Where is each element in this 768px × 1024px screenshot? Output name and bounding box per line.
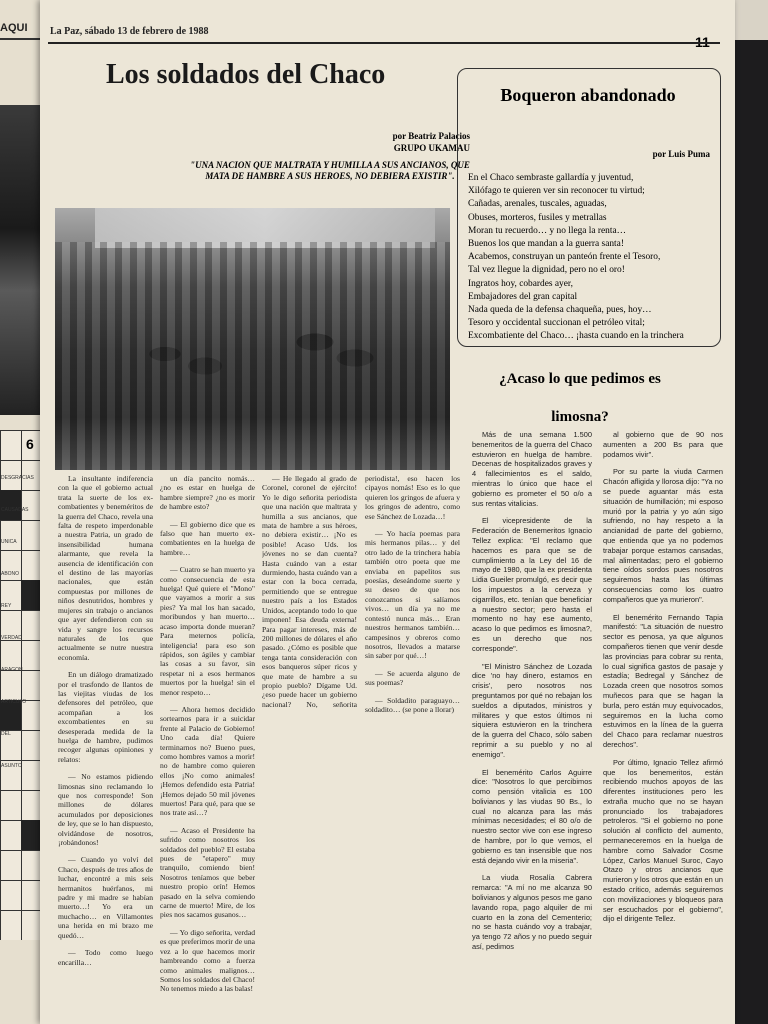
- article-column-1: [58, 474, 153, 1024]
- crossword-word: ABONO: [1, 571, 20, 577]
- poem-title: Boqueron abandonado: [500, 85, 676, 105]
- article-column-2: [160, 474, 255, 1024]
- article-paragraph: — Ahora hemos decidido sortearnos para ir a suicidar frente al Palacio de Gobierno! Uno cada día! Quiere terminarnos no? Bueno pues, como hombres vamos a morir! no de hambre como quieren ellos ¡No como animales! ¡Hemos defendido esta Patria! ¡Hemos dejado 50 mil jóvenes muertos! Para qué, para que se nos trate así…?: [160, 704, 255, 818]
- article-paragraph: Por su parte la viuda Carmen Chacón afligida y llorosa dijo: "Ya no se puede aguantar más esta situación de humillación; mi esposo murió por la patria y yo aún sigo sufriendo, no hay respeto a la ancianidad de parte del gobierno, que entienda que ya no podemos trabajar porque estamos cansadas, mal alimentadas; pero el gobierno tiene oídos sordos pues nosotros seguiremos hasta las últimas consecuencias como los cuatro compañeros que ya murieron".: [603, 467, 723, 604]
- article-pull-quote: "UNA NACION QUE MALTRATA Y HUMILLA A SUS ANCIANOS, QUE MATA DE HAMBRE A SUS HEROES, NO DEBIERA EXISTIR".: [190, 160, 470, 181]
- article-paragraph: — Yo hacía poemas para mis hermanos pilas… y del otro lado de la trinchera había también otro poeta que me enviaba en papelitos sus poesías, deseándome suerte y su deseo de que nos conozcamos si salíamos vivos… un día ya no me contestó nunca más… Eran nuestros hermanos también… campesinos y obreros como nosotros, llevados a matarse sin saber por qué…!: [365, 529, 460, 661]
- poem-line: Buenos los que mandan a la guerra santa!: [468, 239, 624, 250]
- crowd-photo: [55, 208, 450, 470]
- poem-line: Embajadores del gran capital: [468, 291, 578, 302]
- poem-line: Tal vez llegue la dignidad, pero no el oro!: [468, 265, 625, 276]
- newspaper-page: [40, 0, 735, 1024]
- article-paragraph: — Yo digo señorita, verdad es que preferimos morir de una vez a lo que hacemos morir hambreando como a fuerza como animales malignos… Somos los soldados del Chaco! No tenemos miedo a las balas!: [160, 927, 255, 994]
- article-paragraph: El vicepresidente de la Federación de Benemeritos Ignacio Tellez explica: "El reclamo que hacemos es para que se de cumplimiento a la Ley del 16 de mayo de 1980, que la ex presidenta Lidia Gueiler promulgó, es decir que los impuestos a la cerveza y cigarrillos, etc. tenían que beneficiar a nuestro sector; pero hasta el momento no hay ese aumento, acaso lo que pedimos es limosna?, es un derecho que nos corresponde".: [472, 516, 592, 653]
- article-paragraph: — Cuando yo volví del Chaco, después de tres años de luchar, encontré a mis seis hermanitos huérfanos, mi padre y mi madre se habían muerto…! Yo era un muchacho… en Villamontes una herida en mi brazo me quedó…: [58, 855, 153, 940]
- poem-line: Acabemos, construyan un panteón frente el Tesoro,: [468, 252, 661, 263]
- article-paragraph: El benemérito Fernando Tapia manifestó: "La situación de nuestro sector es penosa, ya que algunos compañeros tienen que venir desde las provincias para cobrar su renta, lo cual significa gastos de pasaje y estadía; Bedregal y Sánchez de Lozada creen que nosotros somos muñecos para que se hagan la burla, pero están muy equivocados, seguiremos en la lucha como estuvimos en la línea de la guerra del Chaco para reclamar nuestros derechos".: [603, 612, 723, 749]
- header-rule: [48, 42, 720, 44]
- poem-line: Xilófago te quieren ver sin reconocer tu virtud;: [468, 186, 645, 197]
- poem-lines: [468, 172, 716, 344]
- article-paragraph: — No estamos pidiendo limosnas sino reclamando lo que nos corresponde! Son millones de dólares acumulados por deposiciones de ley, que se lo han dispuesto, olvidándose de nosotros, ¡robándonos!: [58, 772, 153, 848]
- poem-line: Excombatiente del Chaco… ¡hasta cuando en la trinchera: [468, 331, 684, 342]
- article-paragraph: Más de una semana 1.500 benemeritos de la guerra del Chaco estuvieron en huelga de hambre. Decenas de hospitalizados graves y 4 fallecimientos es el saldo, mientras lo único que hace el gobierno es prometer el 50 o/o a sus rentas vitalicias.: [472, 430, 592, 508]
- article-paragraph: — He llegado al grado de Coronel, coronel de ejército! Yo le digo señorita periodista que una nación que maltrata y humilla a sus ancianos, que mata de hambre a sus héroes, no debiera existir… ¡No es posible! Acaso Uds. los jóvenes no se dan cuenta? Hasta cuándo van a estar durmiendo, hasta cuándo van a estar con la boca cerrada, permitiendo que se entregue nuestro país a los Estados Unidos, aceptando todo lo que imponen! Esa deuda externa! Para pagar intereses, más de 200 millones de dólares el año pasado. ¿Cómo es posible que tenga tanta consideración con esos banqueros súper ricos y que mate de hambre a su propio pueblo? Dígame Ud. ¿eso puede hacer un gobierno nacional? No, señorita periodista!, eso hacen los cipayos nomás! Eso es lo que quieren los gringos de afuera y los gringos de adentro, como ese Sánchez de Lozada…!: [262, 474, 460, 709]
- article-title: Los soldados del Chaco: [106, 59, 386, 90]
- byline-group: GRUPO UKAMAU: [393, 143, 470, 153]
- article-paragraph: — Cuatro se han muerto ya como consecuencia de esta huelga! Qué quiere el "Mono" que vayamos a morir a sus pies? Ya mal los han sacado, moribundos y han muerto… acaso importa donde mueran? Para meternos policía, inteligencia! para eso son rápidos, son ágiles y cambiar las cosas a su favor, sin respetar ni a esos hermanos muertos por la huelga! sin el menor respeto…: [160, 565, 255, 697]
- poem-line: Moran tu recuerdo… y no llega la renta…: [468, 225, 627, 236]
- poem-line: En el Chaco sembraste gallardía y juventud,: [468, 173, 634, 183]
- article2-headline: ¿Acaso lo que pedimos es limosna?: [499, 371, 661, 425]
- crossword-word: ASUNTO: [1, 763, 22, 769]
- poem-line: Obuses, morteros, fusiles y metrallas: [468, 212, 607, 223]
- crossword-clues: [1, 462, 41, 782]
- crossword-black-cell: [21, 820, 42, 850]
- article-paragraph: al gobierno que de 90 nos aumenten a 200 Bs para que podamos vivir".: [603, 430, 723, 459]
- article2-column-1: [472, 430, 592, 1024]
- article-byline: [320, 130, 470, 154]
- article2-column-2: [603, 430, 723, 1024]
- article-paragraph: — Todo como luego encarilla…: [58, 948, 153, 967]
- photo-crowd-texture: [55, 242, 450, 470]
- poem-line: Nada queda de la defensa chaqueña, pues, hoy…: [468, 305, 652, 316]
- dateline: La Paz, sábado 13 de febrero de 1988: [50, 26, 209, 37]
- crossword-number: 6: [26, 436, 34, 452]
- crossword-word: VERDAD: [1, 635, 22, 641]
- poem-line: Ingratos hoy, cobardes ayer,: [468, 278, 573, 289]
- poem-line: Tesoro y occidental succionan el petróleo vital;: [468, 318, 645, 329]
- article-paragraph: "El Ministro Sánchez de Lozada dice 'no hay dinero, estamos en crisis', pero nosotros nos preguntamos por qué no rebajan los sueldos a diputados, ministros y militares y que estos últimos ni siquiera estuvieron en la trinchera de la guerra del Chaco, sólo saben reprimir a su pueblo y no al enemigo".: [472, 661, 592, 759]
- article-paragraph: Por último, Ignacio Tellez afirmó que los benemeritos, están recibiendo muchos apoyos de las diferentes instituciones pero les extraña mucho que no se hayan pronunciado los trabajadores petroleros. "Si el gobierno no pone solución al conflicto del aumento, permaneceremos en la huelga de hambre como Salvador Cosme López, Carlos Manuel Suroc, Cayo Otazo y otros ancianos que murieron y los otros que están en un estado crítico, además seguiremos con movilizaciones y bloqueos para ser escuchados por el gobierno", dijo el dirigente Tellez.: [603, 757, 723, 924]
- crossword-word: DEL: [1, 731, 11, 737]
- left-page-photo: [0, 105, 42, 415]
- article-column-3: [262, 474, 460, 1019]
- article-paragraph: — Se acuerda alguno de sus poemas?: [365, 668, 460, 688]
- crossword-word: DESGRACIAS CAUSADAS: [1, 475, 34, 513]
- article-paragraph: La viuda Rosalía Cabrera remarca: "A mí no me alcanza 90 bolivianos y algunos pesos me gano lavando ropa, pago alquiler de mi cuarto en la zona del Cementerio; no se hasta cuándo voy a trabajar, ya tengo 72 años y no puedo seguir así, pedimos: [472, 873, 592, 952]
- article-paragraph: — Soldadito paraguayo… soldadito… (se pone a llorar): [365, 695, 460, 714]
- crossword-word: REY: [1, 603, 12, 609]
- article-paragraph: El benemérito Carlos Aguirre dice: "Nosotros lo que percibimos como pensión vitalicia es 100 bolivianos y las viudas 90 Bs., lo cual no alcanza para las más mínimas necesidades; el 80 o/o de nuestro sector vive con ese ingreso de hambre, por lo que vemos, el gobierno es tan insensible que nos está dejando vivir en la miseria".: [472, 767, 592, 865]
- poem-line: Cañadas, arenales, tuscales, aguadas,: [468, 199, 607, 210]
- crossword-word: ARTICULO: [1, 699, 27, 705]
- byline-author: por Beatriz Palacios: [392, 131, 470, 141]
- article-paragraph: — Acaso el Presidente ha sufrido como nosotros los soldados del pueblo? El estaba pues de "etapero" muy tranquilo, comiendo bien! Nosotros teníamos que beber nuestro propio orín! Hemos pasado en la selva comiendo carne de muerto! Mire, de los pies nos sacamos gusanos…: [160, 825, 255, 920]
- crossword-word: UNICA: [1, 539, 17, 545]
- article-paragraph: un día pancito nomás… ¿no es estar en huelga de hambre siempre? ¿no es morir de hambre esto?: [160, 474, 255, 512]
- poem-author: por Luis Puma: [652, 149, 710, 159]
- article-paragraph: — El gobierno dice que es falso que han muerto ex-combatientes en la huelga de hambre…: [160, 519, 255, 557]
- left-page-header: AQUI: [0, 22, 28, 34]
- poem-box: [457, 68, 721, 347]
- crossword-word: ARAGON: [1, 667, 23, 673]
- article-paragraph: En un diálogo dramatizado por el trasfondo de llantos de las viejitas viudas de los defensores del petróleo, que acompañan a los excombatientes en su desesperada medida de la huelga de hambre, pudimos recoger algunas opiniones y relatos:: [58, 670, 153, 764]
- article-paragraph: La insultante indiferencia con la que el gobierno actual trata la suerte de los ex-combatientes y beneméritos de la guerra del Chaco, revela una falta de respeto imperdonable a nuestra Patria, un grado de insensibilidad humana alarmante, que revela la ausencia de identificación con el destino de las mayorías nacionales, que están compuestas por millones de niños desnutridos, hombres y mujeres sin trabajo o ancianos que ayer defendieron con su vida y sangre los recursos naturales de los que actualmente se nutre nuestra economía.: [58, 474, 153, 662]
